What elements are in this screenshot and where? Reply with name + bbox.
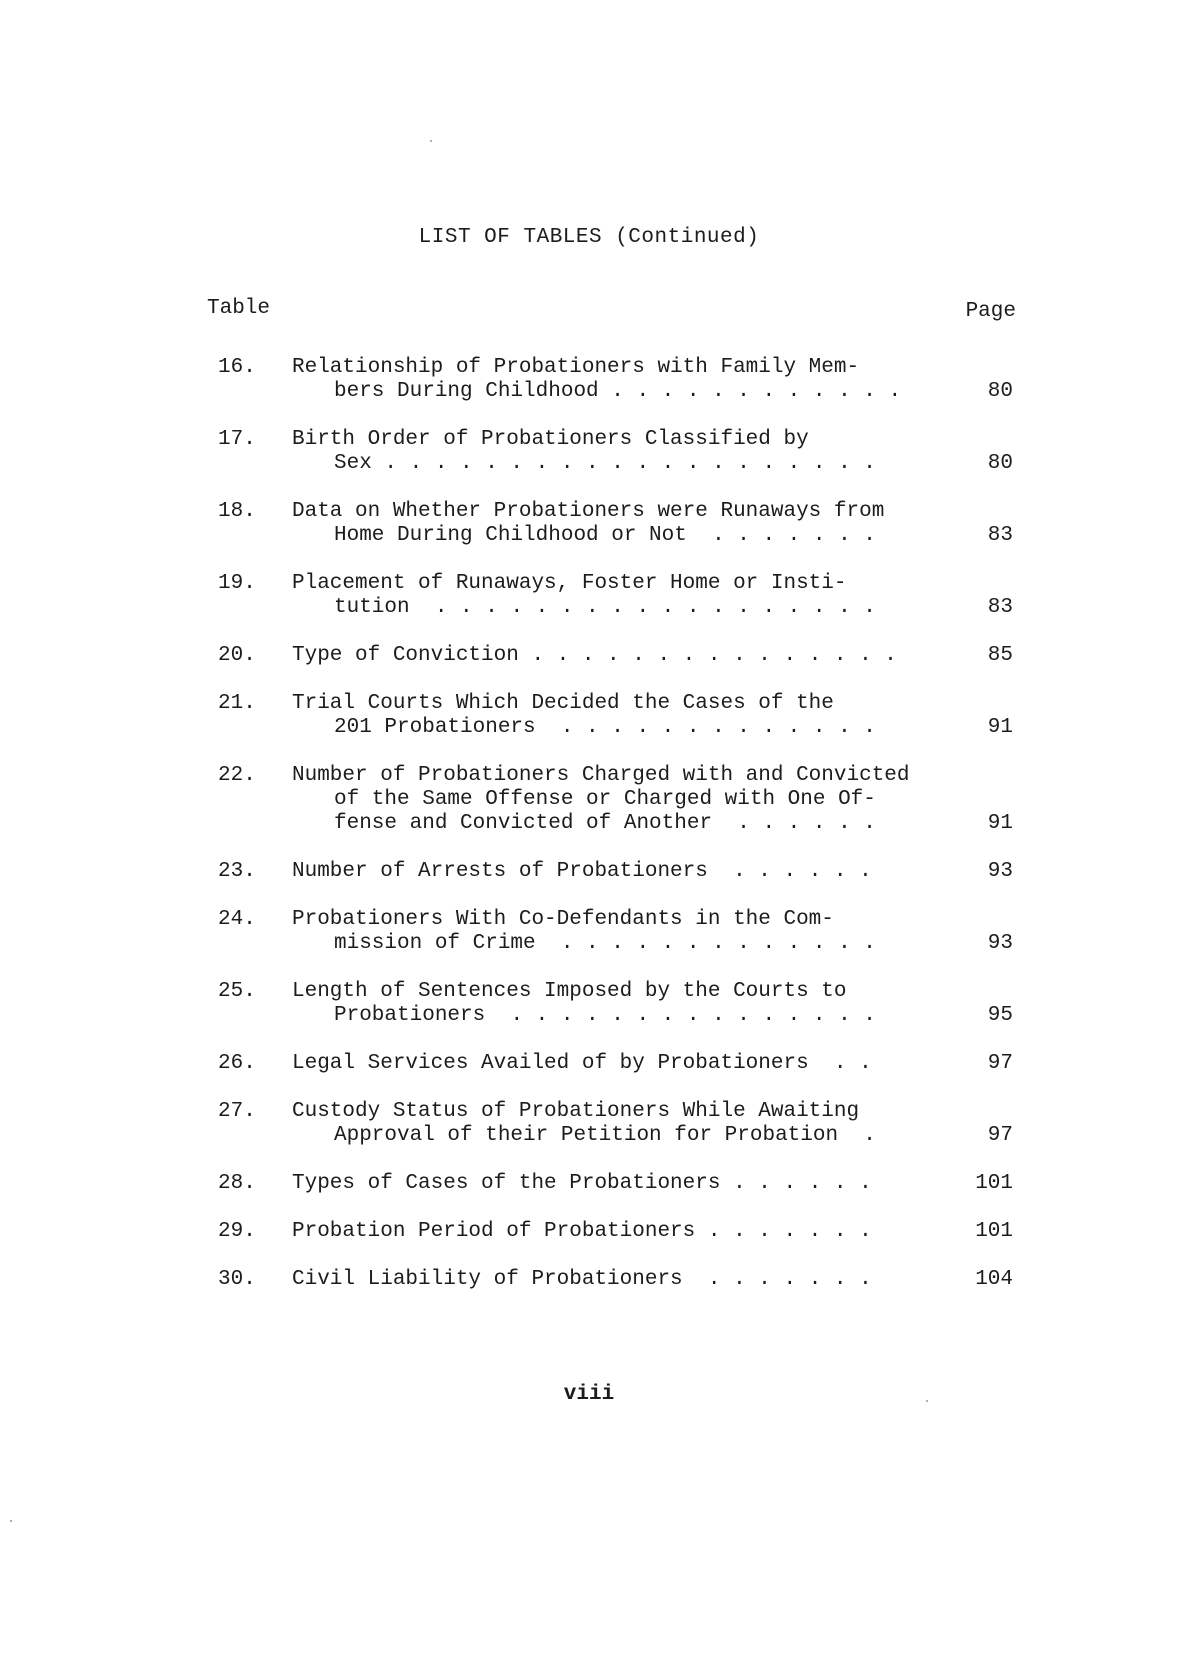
leader-dots: . . . . . . . . . . . . . . .	[518, 644, 897, 667]
entry-title	[292, 860, 952, 884]
entry-page-number: 93	[987, 932, 1013, 955]
entry-title-line: Type of Conviction	[292, 644, 519, 667]
entry-title-line: Trial Courts Which Decided the Cases of the	[292, 692, 834, 715]
entry-title-line: Types of Cases of the Probationers	[292, 1172, 721, 1195]
entry-title	[292, 428, 952, 476]
entry-title-line: tution	[334, 596, 410, 619]
entry-title	[292, 1220, 952, 1244]
entry-number: 19.	[218, 572, 256, 595]
leader-dots: . . . . . . . . . . . . .	[535, 932, 876, 955]
toc-entry	[0, 1220, 1178, 1244]
entry-title	[292, 572, 952, 620]
scan-speck	[430, 140, 432, 142]
entry-title-line: Length of Sentences Imposed by the Courts to	[292, 980, 847, 1003]
toc-entry	[0, 764, 1178, 836]
leader-dots: . . . . . . . . . . . . .	[535, 716, 876, 739]
toc-entry	[0, 428, 1178, 476]
entry-title	[292, 1100, 952, 1148]
entry-number: 26.	[218, 1052, 256, 1075]
entry-number: 25.	[218, 980, 256, 1003]
leader-dots: . . . . . .	[712, 812, 876, 835]
entry-page-number: 91	[987, 812, 1013, 835]
toc-entry	[0, 572, 1178, 620]
entry-page-number: 101	[975, 1220, 1013, 1243]
leader-dots: . .	[808, 1052, 872, 1075]
entry-number: 18.	[218, 500, 256, 523]
entry-title	[292, 764, 952, 836]
entry-title-line: Probation Period of Probationers	[292, 1220, 696, 1243]
leader-dots: . . . . . . . . . . . . . . . . . .	[409, 596, 876, 619]
entry-title-line: Legal Services Availed of by Probationers	[292, 1052, 809, 1075]
entry-page-number: 83	[987, 524, 1013, 547]
toc-entry	[0, 1172, 1178, 1196]
entry-title	[292, 1052, 952, 1076]
entry-title-line: fense and Convicted of Another	[334, 812, 713, 835]
entry-number: 16.	[218, 356, 256, 379]
leader-dots: . . . . . . . . . . . .	[598, 380, 902, 403]
footer-page-number: viii	[563, 1383, 615, 1406]
entry-page-number: 80	[987, 380, 1013, 403]
scan-speck	[926, 1400, 928, 1402]
toc-entry	[0, 908, 1178, 956]
entry-page-number: 80	[987, 452, 1013, 475]
leader-dots: . . . . . .	[707, 860, 872, 883]
leader-dots: . . . . . . . . . . . . . . . . . . . .	[371, 452, 876, 475]
entry-title	[292, 980, 952, 1028]
entry-page-number: 83	[987, 596, 1013, 619]
leader-dots: .	[838, 1124, 876, 1147]
entry-title-line: bers During Childhood	[334, 380, 599, 403]
entry-title-line: Probationers	[334, 1004, 486, 1027]
entry-page-number: 95	[987, 1004, 1013, 1027]
entry-page-number: 97	[987, 1052, 1013, 1075]
toc-entry	[0, 860, 1178, 884]
entry-page-number: 97	[987, 1124, 1013, 1147]
toc-entry	[0, 1100, 1178, 1148]
toc-entry	[0, 1052, 1178, 1076]
entry-title	[292, 356, 952, 404]
entry-title	[292, 692, 952, 740]
scan-speck	[10, 1520, 12, 1522]
entry-title-line: Home During Childhood or Not	[334, 524, 687, 547]
entry-title-line: Sex	[334, 452, 372, 475]
entry-title-line: Placement of Runaways, Foster Home or Insti-	[292, 572, 847, 595]
entry-title-line: Approval of their Petition for Probation	[334, 1124, 839, 1147]
entry-number: 22.	[218, 764, 256, 787]
entry-number: 21.	[218, 692, 256, 715]
toc-entry	[0, 980, 1178, 1028]
leader-dots: . . . . . . .	[686, 524, 876, 547]
entry-title-line: Data on Whether Probationers were Runaways from	[292, 500, 885, 523]
leader-dots: . . . . . . .	[695, 1220, 872, 1243]
entry-title	[292, 908, 952, 956]
entry-page-number: 85	[987, 644, 1013, 667]
page-title: LIST OF TABLES (Continued)	[418, 226, 760, 249]
entry-number: 20.	[218, 644, 256, 667]
entry-title	[292, 1268, 952, 1292]
entry-number: 24.	[218, 908, 256, 931]
entry-title-line: Number of Probationers Charged with and Convicted	[292, 764, 910, 787]
entry-number: 29.	[218, 1220, 256, 1243]
entry-number: 17.	[218, 428, 256, 451]
entry-page-number: 93	[987, 860, 1013, 883]
entry-number: 27.	[218, 1100, 256, 1123]
entry-page-number: 104	[975, 1268, 1013, 1291]
toc-entry	[0, 1268, 1178, 1292]
entry-title-line: Custody Status of Probationers While Awaiting	[292, 1100, 860, 1123]
entry-title-line: Probationers With Co-Defendants in the Com-	[292, 908, 834, 931]
entry-page-number: 91	[987, 716, 1013, 739]
entry-title	[292, 500, 952, 548]
entry-number: 23.	[218, 860, 256, 883]
entry-title-line: Number of Arrests of Probationers	[292, 860, 708, 883]
entry-title-line: Relationship of Probationers with Family Mem-	[292, 356, 860, 379]
entry-title-line: Birth Order of Probationers Classified by	[292, 428, 809, 451]
entry-title	[292, 644, 952, 668]
entry-title	[292, 1172, 952, 1196]
column-header-page: Page	[965, 300, 1016, 323]
entry-number: 30.	[218, 1268, 256, 1291]
column-header-table: Table	[207, 297, 271, 320]
entry-title-line: Civil Liability of Probationers	[292, 1268, 683, 1291]
entry-title-line: mission of Crime	[334, 932, 536, 955]
toc-entry	[0, 644, 1178, 668]
entry-number: 28.	[218, 1172, 256, 1195]
leader-dots: . . . . . . . . . . . . . . .	[485, 1004, 876, 1027]
entry-title-line: of the Same Offense or Charged with One Of-	[334, 788, 876, 811]
toc-entry	[0, 692, 1178, 740]
entry-page-number: 101	[975, 1172, 1013, 1195]
leader-dots: . . . . . . .	[682, 1268, 872, 1291]
leader-dots: . . . . . .	[720, 1172, 872, 1195]
toc-entry	[0, 500, 1178, 548]
toc-entry	[0, 356, 1178, 404]
entry-title-line: 201 Probationers	[334, 716, 536, 739]
table-of-contents-list	[0, 356, 1178, 1316]
